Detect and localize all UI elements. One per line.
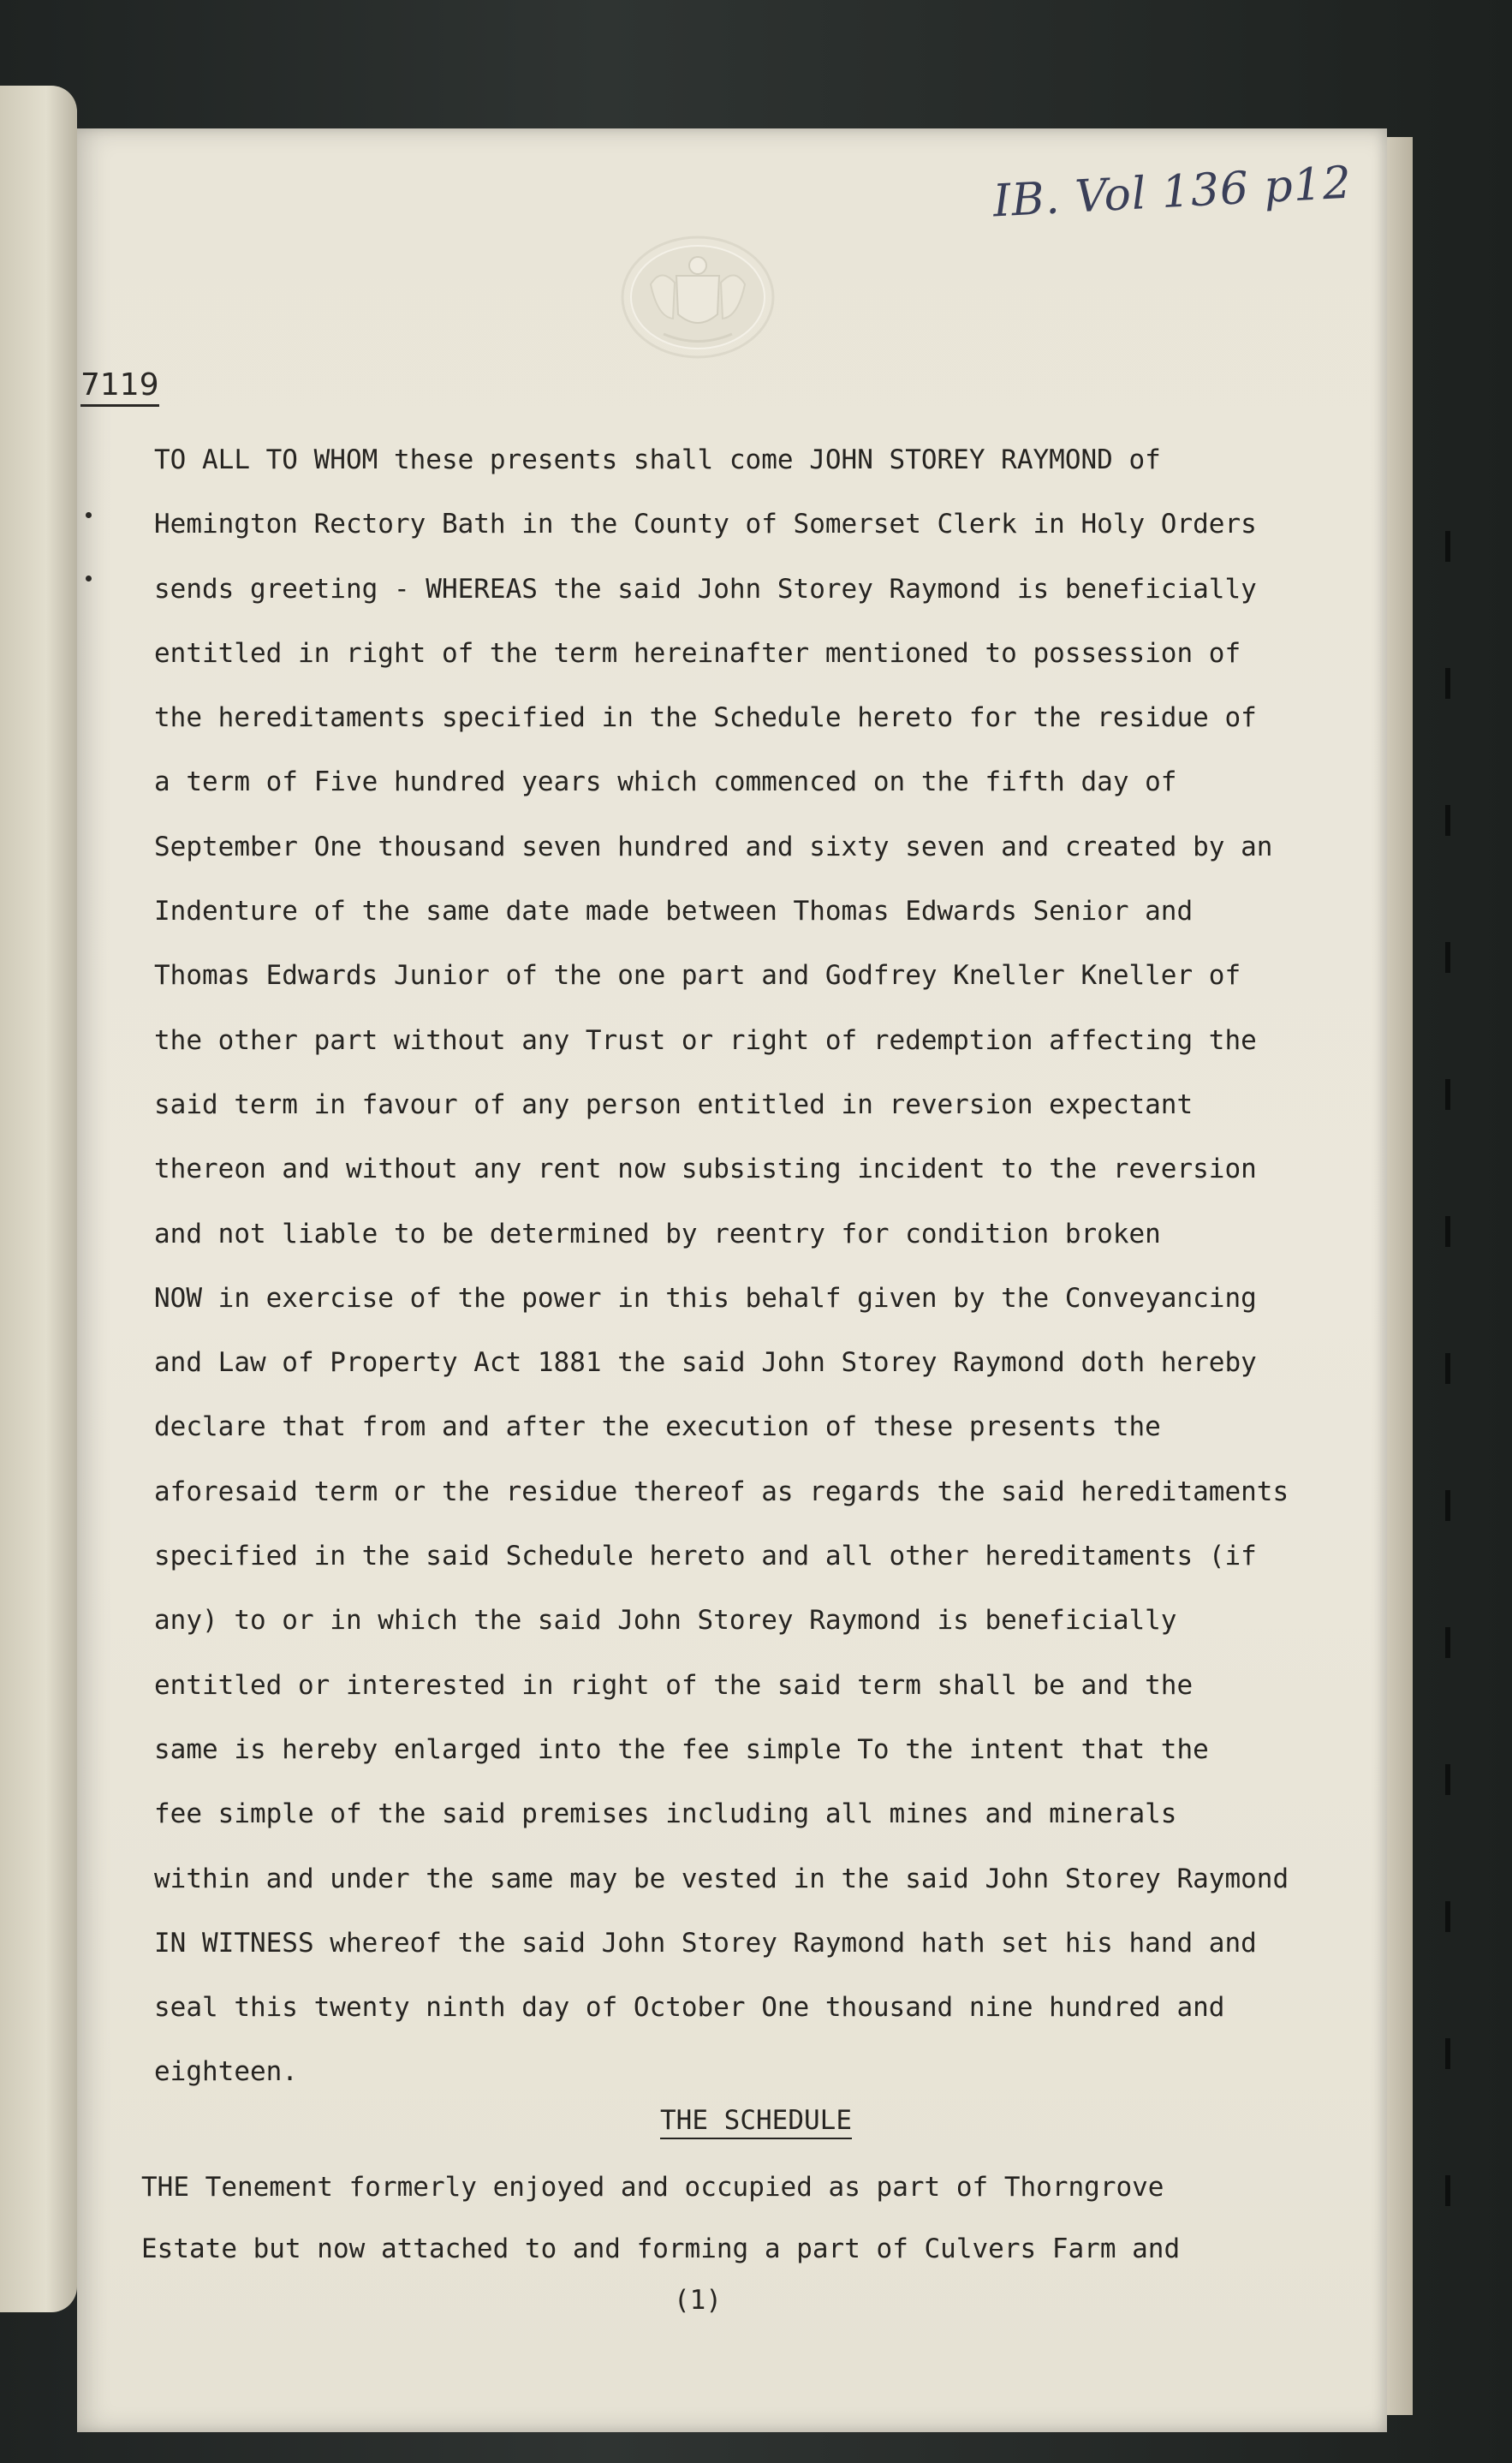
body-line: any) to or in which the said John Storey Raymond is beneficially	[154, 1605, 1177, 1637]
embossed-seal-icon	[616, 233, 779, 361]
binding-mark	[1445, 1216, 1450, 1247]
binding-mark	[1445, 805, 1450, 836]
body-line: within and under the same may be vested in the said John Storey Raymond	[154, 1863, 1289, 1894]
binding-mark	[1445, 1764, 1450, 1795]
binding-mark	[1445, 531, 1450, 562]
body-line: Thomas Edwards Junior of the one part and Godfrey Kneller Kneller of	[154, 960, 1241, 992]
body-line: the hereditaments specified in the Schedule hereto for the residue of	[154, 702, 1257, 734]
body-line: eighteen.	[154, 2056, 298, 2088]
document-number: 7119	[80, 367, 159, 407]
body-line: September One thousand seven hundred and sixty seven and created by an	[154, 831, 1273, 862]
schedule-line: THE Tenement formerly enjoyed and occupied as part of Thorngrove	[141, 2172, 1164, 2203]
body-line: Hemington Rectory Bath in the County of Somerset Clerk in Holy Orders	[154, 509, 1257, 540]
binding-mark	[1445, 2175, 1450, 2206]
body-line: entitled or interested in right of the said term shall be and the	[154, 1669, 1194, 1701]
binding-mark	[1445, 668, 1450, 699]
schedule-heading-text: THE SCHEDULE	[660, 2105, 852, 2139]
body-line: NOW in exercise of the power in this behalf given by the Conveyancing	[154, 1282, 1257, 1314]
body-line: a term of Five hundred years which commenced on the fifth day of	[154, 766, 1177, 798]
margin-mark	[86, 512, 92, 518]
body-line: Indenture of the same date made between Thomas Edwards Senior and	[154, 896, 1194, 927]
right-page-edge	[1387, 137, 1413, 2415]
body-line: declare that from and after the execution of these presents the	[154, 1411, 1161, 1443]
body-line: sends greeting - WHEREAS the said John Storey Raymond is beneficially	[154, 573, 1257, 605]
binding-mark	[1445, 1490, 1450, 1521]
binding-mark	[1445, 1901, 1450, 1932]
left-page-edge	[0, 86, 77, 2312]
binding-mark	[1445, 1627, 1450, 1658]
schedule-line: Estate but now attached to and forming a part of Culvers Farm and	[141, 2233, 1181, 2264]
body-line: entitled in right of the term hereinafter mentioned to possession of	[154, 637, 1241, 669]
body-line: seal this twenty ninth day of October One thousand nine hundred and	[154, 1992, 1225, 2024]
body-line: and Law of Property Act 1881 the said John Storey Raymond doth hereby	[154, 1347, 1257, 1379]
binding-mark	[1445, 2038, 1450, 2069]
handwritten-reference-note: IB. Vol 136 p12	[991, 157, 1354, 228]
body-line: same is hereby enlarged into the fee simple To the intent that the	[154, 1733, 1209, 1765]
margin-mark	[86, 575, 92, 581]
body-line: TO ALL TO WHOM these presents shall come JOHN STOREY RAYMOND of	[154, 444, 1161, 475]
binding-mark	[1445, 942, 1450, 973]
schedule-heading	[0, 2095, 1512, 2146]
schedule-body	[141, 2156, 1357, 2280]
body-line: IN WITNESS whereof the said John Storey Raymond hath set his hand and	[154, 1927, 1257, 1959]
body-line: aforesaid term or the residue thereof as regards the said hereditaments	[154, 1476, 1289, 1507]
body-line: thereon and without any rent now subsisting incident to the reversion	[154, 1154, 1257, 1185]
body-line: fee simple of the said premises including all mines and minerals	[154, 1798, 1177, 1830]
binding-mark	[1445, 1353, 1450, 1384]
body-line: the other part without any Trust or right of redemption affecting the	[154, 1024, 1257, 1056]
body-line: specified in the said Schedule hereto and all other hereditaments (if	[154, 1541, 1257, 1572]
body-line: said term in favour of any person entitled in reversion expectant	[154, 1088, 1194, 1120]
deed-body	[154, 428, 1370, 2105]
body-line: and not liable to be determined by reentry for condition broken	[154, 1218, 1161, 1249]
binding-mark	[1445, 1079, 1450, 1110]
page-number: (1)	[674, 2285, 722, 2316]
